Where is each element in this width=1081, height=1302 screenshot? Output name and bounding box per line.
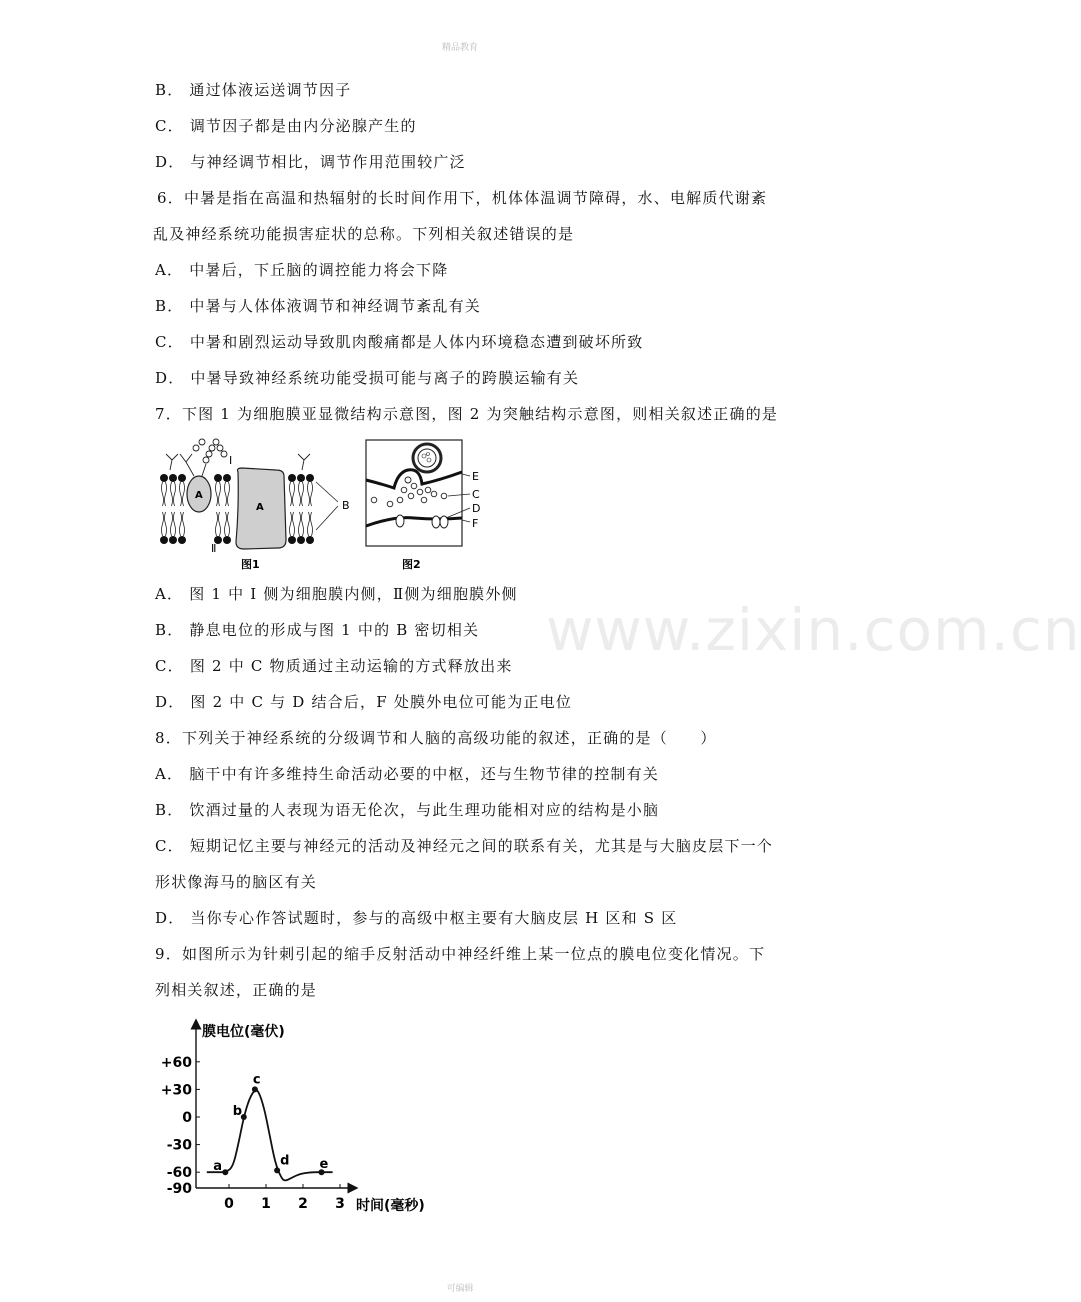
text-line: B． 饮酒过量的人表现为语无伦次，与此生理功能相对应的结构是小脑	[155, 801, 660, 819]
y-tick-label: -60	[166, 1165, 192, 1182]
point-label-d: d	[280, 1153, 290, 1169]
phospholipid-tail	[225, 482, 230, 506]
phospholipid-head	[160, 536, 168, 544]
phospholipid-head	[214, 474, 222, 482]
phospholipid-tail	[299, 512, 304, 536]
phospholipid-head	[288, 474, 296, 482]
label-f: F	[472, 517, 479, 530]
x-tick-label: 0	[224, 1196, 234, 1212]
text-line: 乱及神经系统功能损害症状的总称。下列相关叙述错误的是	[153, 225, 575, 243]
y-tick-label: 0	[182, 1110, 192, 1126]
label-e: E	[472, 470, 479, 483]
y-tick-labels	[161, 1055, 200, 1197]
phospholipid-tail	[162, 512, 167, 536]
text-line: C． 调节因子都是由内分泌腺产生的	[155, 117, 417, 135]
phospholipid-head	[223, 536, 231, 544]
curve-points	[213, 1072, 328, 1175]
phospholipid-head	[306, 474, 314, 482]
text-line: B． 通过体液运送调节因子	[155, 81, 352, 99]
page-header: 精品教育	[441, 43, 478, 53]
y-tick-label: -30	[166, 1137, 192, 1154]
phospholipid-tail	[162, 482, 167, 506]
text-line: 6．中暑是指在高温和热辐射的长时间作用下，机体体温调节障碍，水、电解质代谢紊	[157, 189, 768, 207]
x-tick-label: 1	[261, 1196, 271, 1212]
side-label-bottom: Ⅱ	[211, 542, 217, 555]
phospholipid-tail	[180, 482, 185, 506]
text-line: 7．下图 1 为细胞膜亚显微结构示意图，图 2 为突触结构示意图，则相关叙述正确的是	[155, 405, 779, 423]
watermark: www.zixin.com.cn	[546, 596, 1081, 664]
phospholipid-tail	[299, 482, 304, 506]
point-label-b: b	[232, 1104, 243, 1119]
phospholipid-head	[297, 536, 305, 544]
potential-curve	[207, 1090, 333, 1180]
phospholipid-head	[160, 474, 168, 482]
sugar-beads	[193, 439, 227, 463]
point-label-e: e	[319, 1157, 329, 1173]
phospholipid-head	[178, 536, 186, 544]
x-tick-label: 3	[335, 1196, 345, 1212]
phospholipid-tail	[308, 512, 313, 536]
figure-2-caption: 图2	[402, 558, 421, 571]
protein-label-large: A	[256, 502, 264, 513]
text-line: D． 当你专心作答试题时，参与的高级中枢主要有大脑皮层 H 区和 S 区	[155, 909, 678, 927]
phospholipid-head	[223, 474, 231, 482]
text-line: 形状像海马的脑区有关	[155, 873, 318, 891]
figure-1-membrane	[158, 438, 358, 573]
phospholipid-tail	[290, 482, 295, 506]
text-line: C． 短期记忆主要与神经元的活动及神经元之间的联系有关，尤其是与大脑皮层下一个	[155, 837, 774, 855]
y-tick-label: -90	[166, 1181, 192, 1197]
text-line: A． 脑干中有许多维持生命活动必要的中枢，还与生物节律的控制有关	[155, 765, 660, 783]
text-line: D． 中暑导致神经系统功能受损可能与离子的跨膜运输有关	[155, 369, 580, 387]
x-axis-label: 时间(毫秒)	[356, 1198, 425, 1214]
point-label-a: a	[213, 1159, 223, 1175]
point-label-c: c	[252, 1072, 261, 1088]
phospholipid-head	[169, 474, 177, 482]
b-pointer-lines	[316, 482, 338, 530]
side-label-top: I	[229, 454, 233, 467]
membrane-potential-chart	[158, 1018, 458, 1228]
page-footer: 可编辑	[446, 1284, 474, 1294]
label-c: C	[472, 488, 480, 501]
phospholipid-tail	[171, 482, 176, 506]
phospholipid-tail	[225, 512, 230, 536]
phospholipid-tail	[216, 482, 221, 506]
phospholipid-head	[306, 536, 314, 544]
label-d: D	[472, 502, 481, 515]
text-line: A． 图 1 中 I 侧为细胞膜内侧，Ⅱ侧为细胞膜外侧	[155, 585, 518, 603]
phospholipid-head	[297, 474, 305, 482]
text-line: 9．如图所示为针刺引起的缩手反射活动中神经纤维上某一位点的膜电位变化情况。下	[155, 945, 766, 963]
phospholipid-tail	[216, 512, 221, 536]
text-line: B． 静息电位的形成与图 1 中的 B 密切相关	[155, 621, 480, 639]
phospholipid-head	[288, 536, 296, 544]
text-line: C． 中暑和剧烈运动导致肌肉酸痛都是人体内环境稳态遭到破坏所致	[155, 333, 644, 351]
bilayer-label: B	[342, 499, 350, 512]
text-line: D． 图 2 中 C 与 D 结合后，F 处膜外电位可能为正电位	[155, 693, 573, 711]
figure-2-synapse	[364, 438, 500, 573]
phospholipid-tail	[290, 512, 295, 536]
phospholipid-tail	[180, 512, 185, 536]
phospholipid-head	[178, 474, 186, 482]
x-tick-label: 2	[298, 1196, 308, 1212]
phospholipid-heads-top	[160, 474, 314, 482]
y-tick-label: +30	[160, 1082, 192, 1099]
mitochondrion-inner	[418, 449, 436, 467]
text-line: A． 中暑后，下丘脑的调控能力将会下降	[155, 261, 449, 279]
phospholipid-tail	[308, 482, 313, 506]
y-tick-label: +60	[160, 1054, 192, 1071]
text-line: C． 图 2 中 C 物质通过主动运输的方式释放出来	[155, 657, 513, 675]
protein-label-small: A	[195, 490, 203, 501]
text-line: 8．下列关于神经系统的分级调节和人脑的高级功能的叙述，正确的是（ ）	[155, 729, 717, 747]
phospholipid-tail	[171, 512, 176, 536]
text-line: 列相关叙述，正确的是	[155, 981, 318, 999]
text-line: D． 与神经调节相比，调节作用范围较广泛	[155, 153, 466, 171]
y-axis-label: 膜电位(毫伏)	[202, 1024, 285, 1040]
phospholipid-head	[169, 536, 177, 544]
text-line: B． 中暑与人体体液调节和神经调节紊乱有关	[155, 297, 481, 315]
figure-1-caption: 图1	[241, 558, 260, 571]
curve-point-a	[222, 1169, 228, 1175]
